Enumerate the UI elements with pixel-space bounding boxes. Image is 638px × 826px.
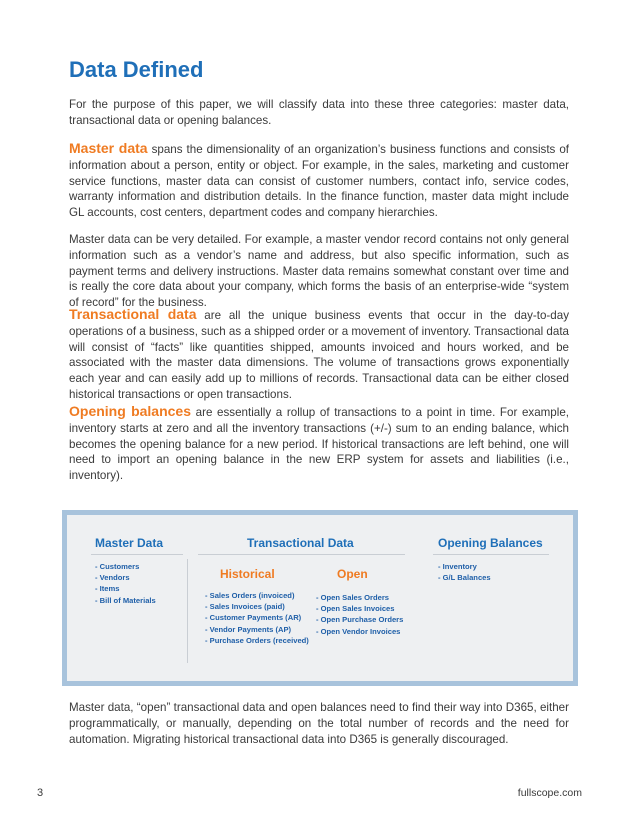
list-item: - Customers: [95, 562, 140, 571]
list-item: - Sales Orders (invoiced): [205, 591, 295, 600]
list-item: - Vendor Payments (AP): [205, 624, 292, 634]
data-categories-diagram: [62, 510, 578, 686]
list-item: - Open Vendor Invoices: [316, 626, 401, 636]
list-item: - Inventory: [438, 562, 477, 571]
master-detail-text: Master data can be very detailed. For example, a master vendor record contains not only general information such as a vendor’s name and address, but also specific information, such as payment terms and delivery instructions. Master data remains somewhat constant over time and is really the core data about your company, which forms the basis of an enterprise-wide “system of record” for the business.: [69, 233, 569, 310]
opening-balances-heading: Opening Balances: [438, 536, 543, 550]
transactional-data-term: Transactional data: [69, 306, 197, 322]
list-item: - Open Sales Orders: [316, 593, 390, 602]
list-item: - G/L Balances: [438, 573, 491, 583]
opening-balances-divider: [433, 554, 549, 555]
opening-balances-list: [438, 561, 491, 583]
list-item: - Open Sales Invoices: [316, 604, 395, 614]
list-item: - Bill of Materials: [95, 595, 156, 605]
master-data-heading: Master Data: [95, 536, 164, 550]
column-divider-left: [187, 559, 188, 663]
master-data-text: spans the dimensionality of an organization’s business functions and consists of information about a person, entity or object. For example, in the sales, marketing and customer service functions, master data can consist of customer numbers, contact info, service codes, warranty information and distribution details. In the finance function, master data might include GL accounts, cost centers, department codes and company hierarchies.: [69, 143, 569, 220]
closing-text: Master data, “open” transactional data and open balances need to find their way into D365, either programmatically, or manually, depending on the total number of records and the need for automation. Migrating historical transactional data into D365 is generally discouraged.: [69, 701, 569, 746]
master-detail-paragraph: [69, 232, 569, 311]
master-data-paragraph: [69, 141, 569, 221]
intro-paragraph: [69, 97, 569, 129]
opening-balances-paragraph: [69, 404, 569, 484]
open-heading: Open: [337, 567, 368, 581]
page-number: 3: [37, 787, 44, 799]
transactional-data-text: are all the unique business events that occur in the day-to-day operations of a business, such as a shipped order or a movement of inventory. Transactional data will consist of “facts” like quantities shipped, amounts invoiced and hours worked, and be associated with the master data dimensions. The volume of transactions grows exponentially each year and can easily add up to millions of records. Transactional data can be either closed historical transactions or open transactions.: [69, 309, 569, 401]
page-title: Data Defined: [69, 57, 204, 82]
master-data-divider: [91, 554, 183, 555]
list-item: - Sales Invoices (paid): [205, 602, 285, 612]
historical-list: [205, 590, 309, 646]
intro-text: For the purpose of this paper, we will classify data into these three categories: master data, transactional data or opening balances.: [69, 98, 569, 127]
list-item: - Purchase Orders (received): [205, 635, 309, 645]
transactional-data-heading: Transactional Data: [247, 536, 354, 550]
transactional-data-paragraph: [69, 307, 569, 403]
transactional-data-divider: [198, 554, 405, 555]
master-data-term: Master data: [69, 140, 148, 156]
historical-heading: Historical: [220, 567, 275, 581]
master-data-list: [95, 561, 156, 606]
opening-balances-text: are essentially a rollup of transactions to a point in time. For example, inventory starts at zero and all the inventory transactions (+/-) sum to an ending balance, which becomes the opening balance for a new period. If historical transactions are left behind, one will need to import an opening balance in the new ERP system for assets and liabilities (i.e., inventory).: [69, 406, 569, 483]
list-item: - Open Purchase Orders: [316, 615, 404, 625]
list-item: - Vendors: [95, 573, 130, 583]
open-list: [316, 592, 403, 637]
footer-website: fullscope.com: [517, 787, 582, 799]
closing-paragraph: [69, 700, 569, 747]
list-item: - Customer Payments (AR): [205, 613, 302, 623]
opening-balances-term: Opening balances: [69, 403, 192, 419]
list-item: - Items: [95, 584, 120, 594]
